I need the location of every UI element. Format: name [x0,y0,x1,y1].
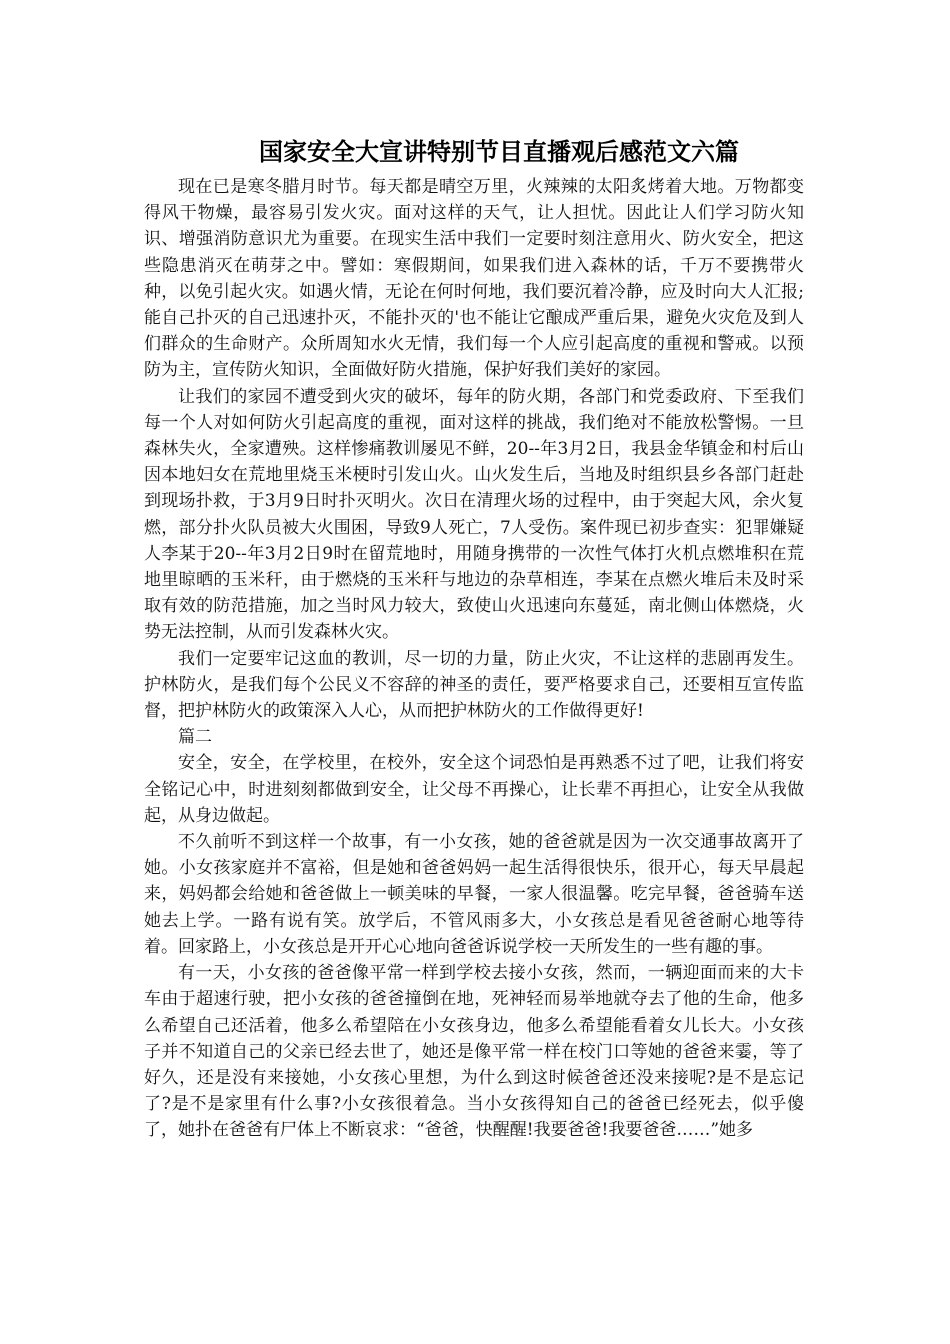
document-title: 国家安全大宣讲特别节目直播观后感范文六篇 [259,137,739,166]
document-body [144,174,804,1144]
paragraph: 不久前听不到这样一个故事，有一小女孩，她的爸爸就是因为一次交通事故离开了她。小女孩家庭并不富裕，但是她和爸爸妈妈一起生活得很快乐，很开心，每天早晨起来，妈妈都会给她和爸爸做上一顿美味的早餐，一家人很温馨。吃完早餐，爸爸骑车送她去上学。一路有说有笑。放学后，不管风雨多大，小女孩总是看见爸爸耐心地等待着。回家路上，小女孩总是开开心心地向爸爸诉说学校一天所发生的一些有趣的事。 [144,832,804,957]
paragraph: 让我们的家园不遭受到火灾的破坏，每年的防火期，各部门和党委政府、下至我们每一个人对如何防火引起高度的重视，面对这样的挑战，我们绝对不能放松警惕。一旦森林失火，全家遭殃。这样惨痛教训屡见不鲜，20--年3月2日，我县金华镇金和村后山因本地妇女在荒地里烧玉米梗时引发山火。山火发生后，当地及时组织县乡各部门赶赴到现场扑救，于3月9日时扑灭明火。次日在清理火场的过程中，由于突起大风，余火复燃，部分扑火队员被大火围困，导致9人死亡，7人受伤。案件现已初步查实：犯罪嫌疑人李某于20--年3月2日9时在留荒地时，用随身携带的一次性气体打火机点燃堆积在荒地里晾晒的玉米秆，由于燃烧的玉米秆与地边的杂草相连，李某在点燃火堆后未及时采取有效的防范措施，加之当时风力较大，致使山火迅速向东蔓延，南北侧山体燃烧，火势无法控制，从而引发森林火灾。 [144,386,804,643]
paragraph: 现在已是寒冬腊月时节。每天都是晴空万里，火辣辣的太阳炙烤着大地。万物都变得风干物燥，最容易引发火灾。面对这样的天气，让人担忧。因此让人们学习防火知识、增强消防意识尤为重要。在现实生活中我们一定要时刻注意用火、防火安全，把这些隐患消灭在萌芽之中。譬如：寒假期间，如果我们进入森林的话，千万不要携带火种，以免引起火灾。如遇火情，无论在何时何地，我们要沉着冷静，应及时向大人汇报;能自己扑灭的自己迅速扑灭，不能扑灭的'也不能让它酿成严重后果，避免火灾危及到人们群众的生命财产。众所周知水火无情，我们每一个人应引起高度的重视和警戒。以预防为主，宣传防火知识，全面做好防火措施，保护好我们美好的家园。 [144,177,804,381]
section-heading: 篇二 [178,727,212,748]
paragraph: 安全，安全，在学校里，在校外，安全这个词恐怕是再熟悉不过了吧，让我们将安全铭记心中，时进刻刻都做到安全，让父母不再操心，让长辈不再担心，让安全从我做起，从身边做起。 [144,753,804,826]
paragraph: 有一天，小女孩的爸爸像平常一样到学校去接小女孩，然而，一辆迎面而来的大卡车由于超速行驶，把小女孩的爸爸撞倒在地，死神轻而易举地就夺去了他的生命，他多么希望自己还活着，他多么希望陪在小女孩身边，他多么希望能看着女儿长大。小女孩子并不知道自己的父亲已经去世了，她还是像平常一样在校门口等她的爸爸来霎，等了好久，还是没有来接她，小女孩心里想，为什么到这时候爸爸还没来接呢?是不是忘记了?是不是家里有什么事?小女孩很着急。当小女孩得知自己的爸爸已经死去，似乎傻了，她扑在爸爸有尸体上不断哀求：“爸爸，快醒醒!我要爸爸!我要爸爸……”她多 [144,963,804,1141]
paragraph: 我们一定要牢记这血的教训，尽一切的力量，防止火灾，不让这样的悲剧再发生。护林防火，是我们每个公民义不容辞的神圣的责任，要严格要求自己，还要相互宣传监督，把护林防火的政策深入人心，从而把护林防火的工作做得更好! [144,648,804,722]
